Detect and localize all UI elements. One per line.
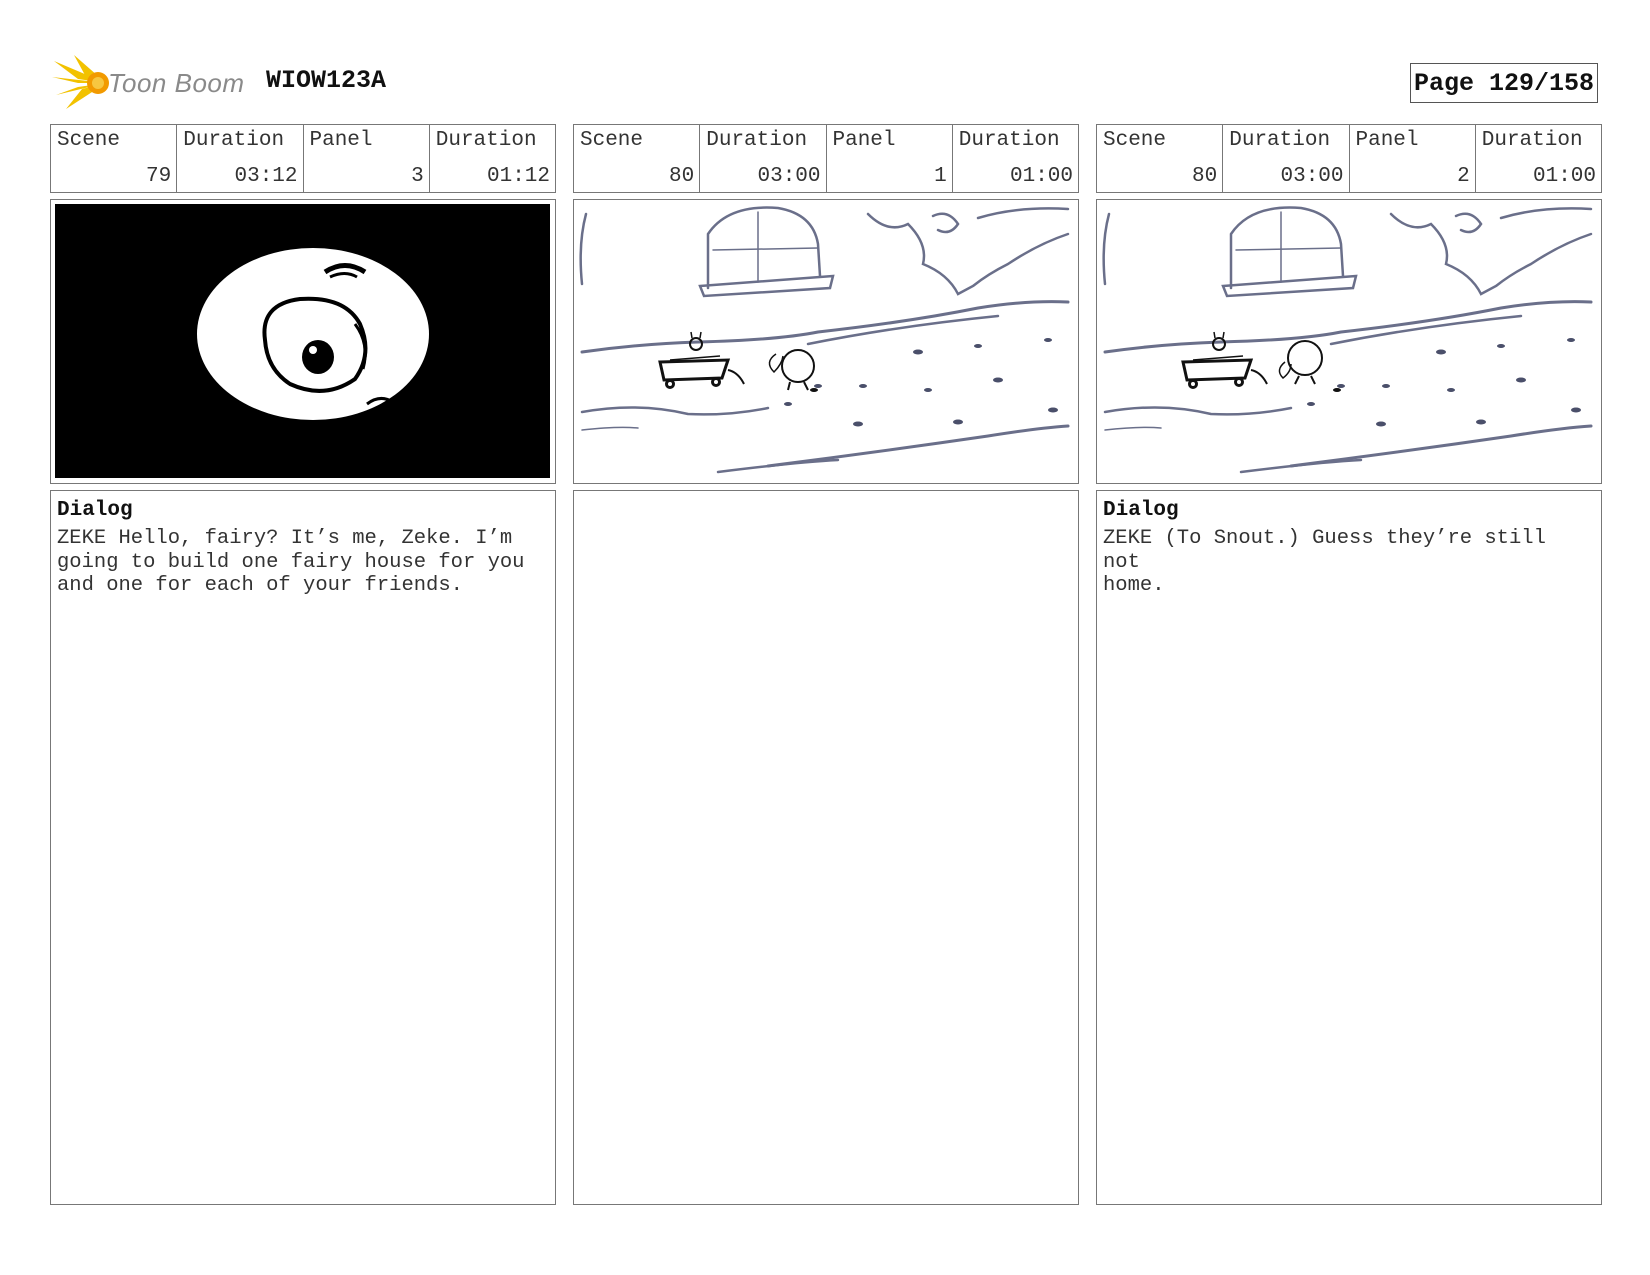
duration-label: Duration <box>706 129 808 152</box>
duration-label: Duration <box>183 129 285 152</box>
panel-duration-value: 01:12 <box>486 165 550 188</box>
panel-cell <box>1350 125 1476 192</box>
scene-cell <box>1097 125 1223 192</box>
panel-duration-cell <box>430 125 555 192</box>
scene-duration-cell <box>700 125 826 192</box>
dialog-box <box>50 490 556 1205</box>
panel-label: Panel <box>1355 129 1419 152</box>
dialog-text: ZEKE (To Snout.) Guess they’re still not home. <box>1103 527 1546 597</box>
panel-image <box>50 199 556 484</box>
panel-label: Panel <box>832 129 896 152</box>
scene-duration-value: 03:00 <box>1280 165 1344 188</box>
scene-duration-cell <box>177 125 303 192</box>
duration-label: Duration <box>958 129 1060 152</box>
storyboard-panel-3 <box>1096 124 1602 1205</box>
eye-closeup-sketch <box>55 204 550 478</box>
scene-duration-value: 03:00 <box>757 165 821 188</box>
project-title: WIOW123A <box>266 66 387 95</box>
duration-label: Duration <box>1481 129 1583 152</box>
dialog-box <box>573 490 1079 1205</box>
panel-info-row <box>573 124 1079 193</box>
storyboard-panel-2 <box>573 124 1079 1205</box>
storyboard-panel-1 <box>50 124 556 1205</box>
panel-number: 2 <box>1457 165 1470 188</box>
brand-name: Toon Boom <box>108 68 245 98</box>
duration-label: Duration <box>1229 129 1331 152</box>
fairy-garden-sketch <box>1101 204 1596 478</box>
scene-cell <box>574 125 700 192</box>
scene-number: 80 <box>1192 165 1218 188</box>
panel-number: 1 <box>934 165 947 188</box>
scene-number: 80 <box>669 165 695 188</box>
panel-number: 3 <box>411 165 424 188</box>
page-header <box>0 0 1650 120</box>
scene-duration-cell <box>1223 125 1349 192</box>
panel-duration-cell <box>953 125 1078 192</box>
scene-duration-value: 03:12 <box>234 165 298 188</box>
scene-label: Scene <box>57 129 121 152</box>
dialog-box <box>1096 490 1602 1205</box>
dialog-label: Dialog <box>57 499 133 522</box>
panel-label: Panel <box>309 129 373 152</box>
panel-image <box>1096 199 1602 484</box>
fairy-garden-sketch <box>578 204 1073 478</box>
scene-cell <box>51 125 177 192</box>
dialog-label: Dialog <box>1103 499 1179 522</box>
toon-boom-logo-icon <box>52 55 112 111</box>
panel-image <box>573 199 1079 484</box>
scene-label: Scene <box>1103 129 1167 152</box>
panel-info-row <box>50 124 556 193</box>
scene-label: Scene <box>580 129 644 152</box>
panel-duration-value: 01:00 <box>1532 165 1596 188</box>
scene-number: 79 <box>146 165 172 188</box>
panel-duration-cell <box>1476 125 1601 192</box>
page-indicator: Page 129/158 <box>1410 63 1598 103</box>
dialog-text: ZEKE Hello, fairy? It’s me, Zeke. I’m going to build one fairy house for you and one for each of your friends. <box>57 527 525 597</box>
panel-cell <box>304 125 430 192</box>
panel-info-row <box>1096 124 1602 193</box>
panel-duration-value: 01:00 <box>1009 165 1073 188</box>
duration-label: Duration <box>435 129 537 152</box>
panel-cell <box>827 125 953 192</box>
